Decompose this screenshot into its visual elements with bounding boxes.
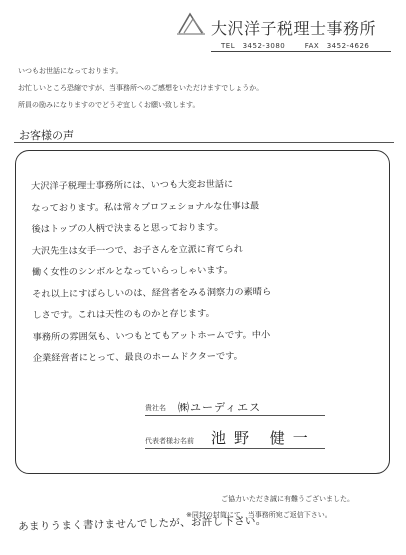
- greeting-line: 所員の励みになりますのでどうぞ宜しくお願い致します。: [18, 101, 200, 109]
- company-name-label: 貴社名: [145, 404, 166, 412]
- firm-logo-icon: [175, 11, 207, 37]
- message-line: なっております。私は常々プロフェショナルな仕事は最: [31, 200, 260, 214]
- thank-you-note: ご協力いただき誠に有難うございました。: [221, 495, 354, 503]
- representative-name-field: [145, 430, 325, 449]
- company-name-value: ㈱ユーディエス: [178, 401, 262, 414]
- handwritten-postscript: あまりうまく書けませんでしたが、お許し下さい。: [18, 514, 267, 533]
- firm-name: 大沢洋子税理士事務所: [211, 19, 377, 38]
- return-instructions: ※同封の封筒にて、当事務所宛ご返信下さい。: [186, 511, 332, 519]
- message-line: 後はトップの人柄で決まると思っております。: [31, 221, 224, 235]
- header-divider: [211, 51, 391, 52]
- greeting-text: [18, 63, 263, 114]
- section-title: お客様の声: [19, 129, 74, 142]
- phone-number: TEL 3452-3080: [221, 42, 286, 50]
- message-line: 働く女性のシンボルとなっていらっしゃいます。: [31, 264, 234, 278]
- fax-number: FAX 3452-4626: [304, 42, 370, 50]
- contact-info: [221, 41, 369, 51]
- greeting-line: いつもお世話になっております。: [18, 67, 123, 75]
- company-name-field: [145, 401, 325, 416]
- message-line: 企業経営者にとって、最良のホームドクターです。: [32, 350, 243, 364]
- message-line: 事務所の雰囲気も、いつもとてもアットホームです。中小: [32, 329, 271, 343]
- greeting-line: お忙しいところ恐縮ですが、当事務所へのご感想をいただけますでしょうか。: [18, 84, 264, 92]
- section-divider: [14, 142, 394, 143]
- message-line: 大沢先生は女手一つで、お子さんを立派に育てられ: [31, 243, 243, 257]
- representative-name-label: 代表者様お名前: [145, 437, 194, 445]
- message-line: しさです。これは天性のものかと存じます。: [32, 308, 215, 321]
- message-line: それ以上にすばらしいのは、経営者をみる洞察力の素晴ら: [32, 285, 272, 300]
- message-line: 大沢洋子税理士事務所には、いつも大変お世話に: [31, 178, 234, 192]
- testimonial-message: [31, 173, 272, 369]
- representative-name-value: 池野 健一: [211, 429, 316, 447]
